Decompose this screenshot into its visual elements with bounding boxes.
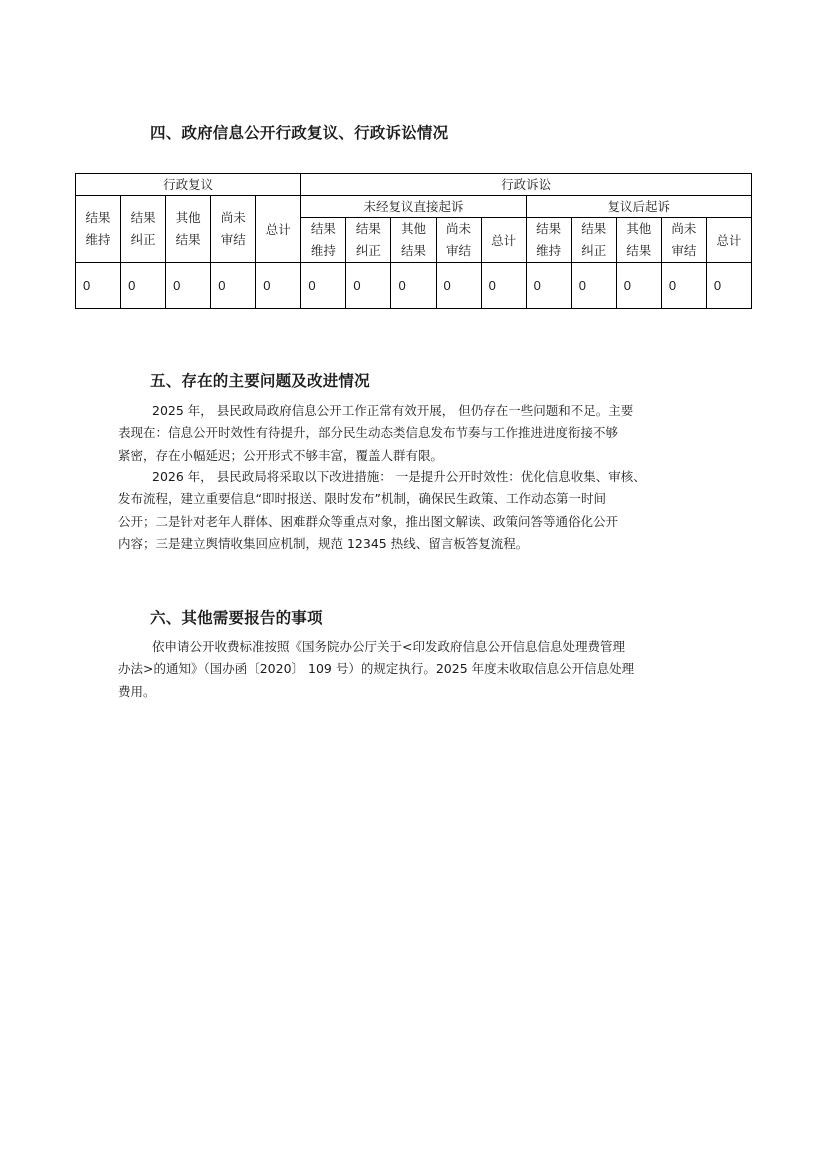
paragraph-line: 表现在：信息公开时效性有待提升，部分民生动态类信息发布节奏与工作推进进度衔接不够 — [118, 425, 619, 441]
admin-review-header: 行政复议 — [76, 174, 301, 196]
table-cell-value: 0 — [661, 263, 706, 309]
admin-litigation-header: 行政诉讼 — [301, 174, 752, 196]
paragraph-line: 紧密，存在小幅延迟；公开形式不够丰富，覆盖人群有限。 — [118, 447, 444, 463]
review-litigation-table — [75, 173, 752, 309]
table-cell-value: 0 — [346, 263, 391, 309]
section-4-title: 四、政府信息公开行政复议、行政诉讼情况 — [150, 123, 449, 142]
paragraph-line: 公开；二是针对老年人群体、困难群众等重点对象，推出图文解读、政策问答等通俗化公开 — [118, 513, 619, 529]
paragraph-line: 费用。 — [118, 683, 156, 699]
table-cell-value: 0 — [76, 263, 121, 309]
after-review-other-header: 其他 结果 — [616, 218, 661, 263]
direct-other-header: 其他 结果 — [391, 218, 436, 263]
direct-upheld-header: 结果 维持 — [301, 218, 346, 263]
section-5-paragraph-2 — [118, 466, 718, 555]
table-cell-value: 0 — [391, 263, 436, 309]
review-other-header: 其他 结果 — [166, 196, 211, 263]
section-6-paragraph-1 — [118, 636, 718, 703]
paragraph-line: 2025 年， 县民政局政府信息公开工作正常有效开展， 但仍存在一些问题和不足。主要 — [152, 403, 634, 418]
table-cell-value: 0 — [571, 263, 616, 309]
after-review-corrected-header: 结果 纠正 — [571, 218, 616, 263]
section-6-title: 六、其他需要报告的事项 — [150, 608, 323, 627]
table-cell-value: 0 — [166, 263, 211, 309]
section-5-paragraph-1 — [118, 400, 718, 467]
paragraph-line: 2026 年， 县民政局将采取以下改进措施： 一是提升公开时效性：优化信息收集、审核、 — [152, 469, 646, 484]
paragraph-line: 内容；三是建立舆情收集回应机制，规范 12345 热线、留言板答复流程。 — [118, 535, 529, 551]
direct-pending-header: 尚未 审结 — [436, 218, 481, 263]
section-5-title: 五、存在的主要问题及改进情况 — [150, 371, 370, 390]
suit-after-review-header: 复议后起诉 — [526, 196, 751, 218]
paragraph-line: 依申请公开收费标准按照《国务院办公厅关于<印发政府信息公开信息信息处理费管理 — [152, 639, 625, 654]
table-cell-value: 0 — [436, 263, 481, 309]
review-total-header: 总计 — [256, 196, 301, 263]
direct-suit-header: 未经复议直接起诉 — [301, 196, 526, 218]
table-cell-value: 0 — [211, 263, 256, 309]
direct-total-header: 总计 — [481, 218, 526, 263]
paragraph-line: 办法>的通知》（国办函〔2020〕 109 号）的规定执行。2025 年度未收取信息公开信息处理 — [118, 661, 635, 677]
after-review-total-header: 总计 — [706, 218, 751, 263]
table-cell-value: 0 — [301, 263, 346, 309]
table-cell-value: 0 — [121, 263, 166, 309]
table-cell-value: 0 — [706, 263, 751, 309]
review-pending-header: 尚未 审结 — [211, 196, 256, 263]
table-cell-value: 0 — [256, 263, 301, 309]
after-review-upheld-header: 结果 维持 — [526, 218, 571, 263]
review-upheld-header: 结果 维持 — [76, 196, 121, 263]
direct-corrected-header: 结果 纠正 — [346, 218, 391, 263]
table-cell-value: 0 — [526, 263, 571, 309]
review-corrected-header: 结果 纠正 — [121, 196, 166, 263]
after-review-pending-header: 尚未 审结 — [661, 218, 706, 263]
table-cell-value: 0 — [481, 263, 526, 309]
paragraph-line: 发布流程，建立重要信息“即时报送、限时发布”机制，确保民生政策、工作动态第一时间 — [118, 491, 606, 507]
table-cell-value: 0 — [616, 263, 661, 309]
